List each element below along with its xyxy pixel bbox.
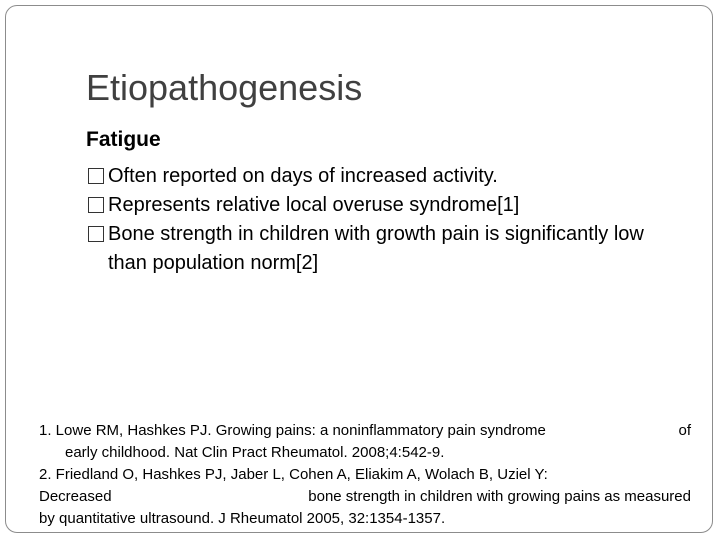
slide-title: Etiopathogenesis: [86, 67, 363, 108]
bullet-text: Bone strength in children with growth pain is significantly low than population norm[2]: [108, 223, 644, 274]
reference-2-line-1: 2. Friedland O, Hashkes PJ, Jaber L, Cohen A, Eliakim A, Wolach B, Uziel Y:: [39, 466, 548, 483]
square-bullet-icon: [88, 168, 104, 184]
reference-1-line-2: early childhood. Nat Clin Pract Rheumatol. 2008;4:542-9.: [65, 444, 445, 461]
square-bullet-icon: [88, 226, 104, 242]
slide-subheading: Fatigue: [86, 128, 161, 151]
reference-1-line-1: [39, 420, 691, 442]
reference-2-line-3: by quantitative ultrasound. J Rheumatol 2005, 32:1354-1357.: [39, 510, 446, 527]
bullet-item: [86, 162, 646, 191]
bullet-item: [86, 191, 646, 220]
reference-2-text-b: bone strength in children with growing pains as measured: [308, 488, 691, 505]
bullet-text: Often reported on days of increased activity.: [108, 165, 498, 187]
reference-2-text-a: Decreased: [39, 488, 112, 505]
reference-2-line-2: [39, 486, 691, 508]
reference-1-text-b: of: [678, 422, 691, 439]
slide-frame: [5, 5, 713, 533]
reference-1-text-a: 1. Lowe RM, Hashkes PJ. Growing pains: a noninflammatory pain syndrome: [39, 422, 546, 439]
bullet-list: [86, 162, 646, 278]
square-bullet-icon: [88, 197, 104, 213]
references: [39, 420, 691, 530]
bullet-item: [86, 220, 646, 278]
bullet-text: Represents relative local overuse syndrome[1]: [108, 194, 520, 216]
